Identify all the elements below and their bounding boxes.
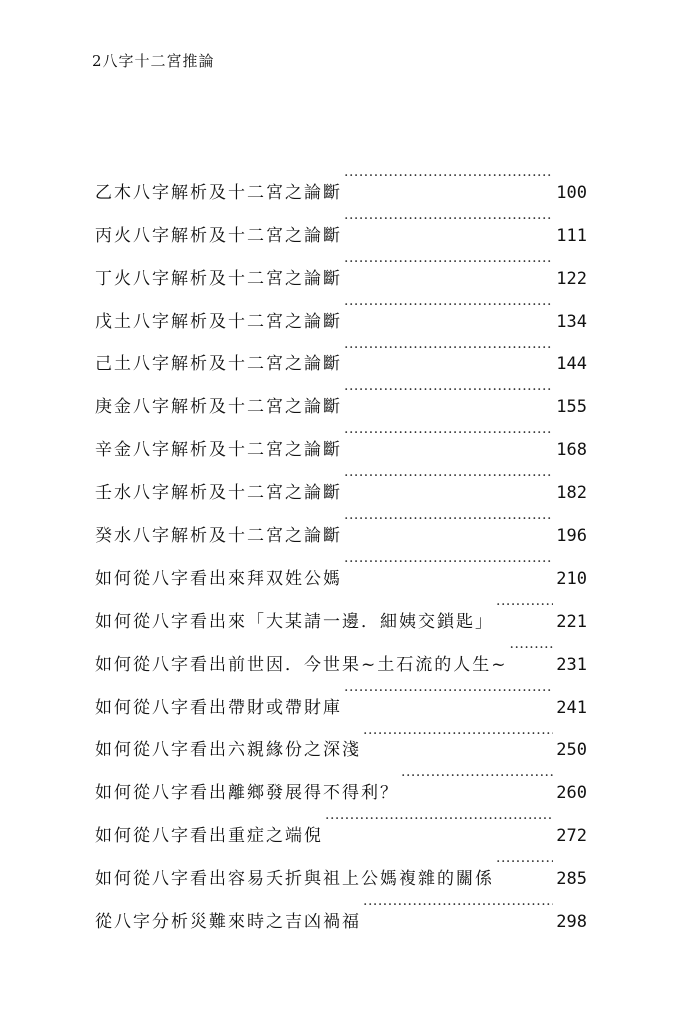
toc-entry-title: 如何從八字看出容易夭折與祖上公媽複雜的關係 xyxy=(95,869,494,890)
toc-entry-title: 丙火八字解析及十二宮之論斷 xyxy=(95,225,342,246)
toc-entry-title: 辛金八字解析及十二宮之論斷 xyxy=(95,440,342,461)
toc-entry-page: 231 xyxy=(556,654,587,675)
toc-dot-leader xyxy=(344,541,553,584)
toc-entry-title: 如何從八字看出帶財或帶財庫 xyxy=(95,697,342,718)
toc-entry-page: 134 xyxy=(556,311,587,332)
toc-dot-leader xyxy=(363,713,553,756)
toc-dot-leader xyxy=(344,284,553,327)
toc-entry-page: 182 xyxy=(556,483,587,504)
toc-entry-page: 285 xyxy=(556,869,587,890)
toc-entry-page: 221 xyxy=(556,611,587,632)
toc-entry-page: 168 xyxy=(556,440,587,461)
table-of-contents xyxy=(95,155,587,933)
toc-entry-title: 戊土八字解析及十二宮之論斷 xyxy=(95,311,342,332)
toc-dot-leader xyxy=(401,755,553,798)
toc-entry-title: 壬水八字解析及十二宮之論斷 xyxy=(95,483,342,504)
toc-entry-page: 122 xyxy=(556,268,587,289)
toc-entry-page: 155 xyxy=(556,397,587,418)
toc-dot-leader xyxy=(363,884,553,927)
toc-dot-leader xyxy=(344,670,553,713)
toc-dot-leader xyxy=(344,327,553,370)
toc-entry-title: 己土八字解析及十二宮之論斷 xyxy=(95,354,342,375)
toc-dot-leader xyxy=(344,198,553,241)
toc-dot-leader xyxy=(325,798,553,841)
toc-entry-page: 100 xyxy=(556,182,587,203)
toc-entry-title: 丁火八字解析及十二宮之論斷 xyxy=(95,268,342,289)
toc-dot-leader xyxy=(344,498,553,541)
toc-entry-page: 144 xyxy=(556,354,587,375)
toc-dot-leader xyxy=(344,369,553,412)
toc-entry-page: 210 xyxy=(556,568,587,589)
toc-dot-leader xyxy=(496,841,553,884)
toc-dot-leader xyxy=(344,412,553,455)
toc-entry-page: 111 xyxy=(556,225,587,246)
toc-entry-page: 241 xyxy=(556,697,587,718)
toc-dot-leader xyxy=(496,584,553,627)
toc-dot-leader xyxy=(510,627,554,670)
toc-entry-title: 乙木八字解析及十二宮之論斷 xyxy=(95,182,342,203)
toc-entry-title: 如何從八字看出離鄉發展得不得利？ xyxy=(95,783,399,804)
running-header: 2八字十二宮推論 xyxy=(92,52,215,70)
toc-entry-page: 196 xyxy=(556,526,587,547)
toc-entry-title: 癸水八字解析及十二宮之論斷 xyxy=(95,526,342,547)
toc-dot-leader xyxy=(344,241,553,284)
toc-entry-title: 如何從八字看出來拜双姓公媽 xyxy=(95,568,342,589)
toc-entry-title: 如何從八字看出重症之端倪 xyxy=(95,826,323,847)
toc-entry-page: 260 xyxy=(556,783,587,804)
toc-dot-leader xyxy=(344,455,553,498)
toc-entry-title: 如何從八字看出來「大某請一邊．細姨交鎖匙」 xyxy=(95,611,494,632)
toc-entry-page: 298 xyxy=(556,912,587,933)
toc-entry-title: 庚金八字解析及十二宮之論斷 xyxy=(95,397,342,418)
toc-dot-leader xyxy=(344,155,553,198)
toc-entry[interactable] xyxy=(95,155,587,203)
toc-entry-page: 272 xyxy=(556,826,587,847)
toc-entry-title: 從八字分析災難來時之吉凶禍福 xyxy=(95,912,361,933)
toc-entry-page: 250 xyxy=(556,740,587,761)
toc-entry-title: 如何從八字看出六親緣份之深淺 xyxy=(95,740,361,761)
toc-entry-title: 如何從八字看出前世因．今世果~土石流的人生~ xyxy=(95,654,508,675)
